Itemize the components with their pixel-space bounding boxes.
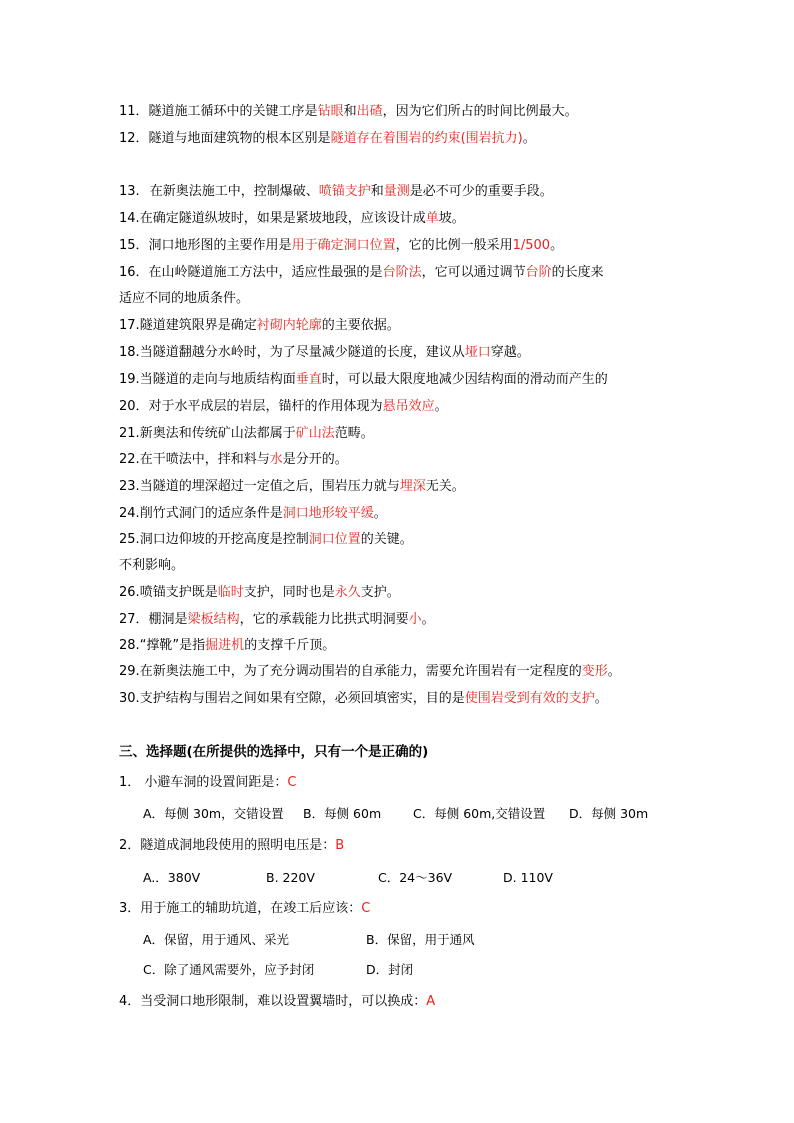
- answer: 掘进机: [205, 638, 245, 653]
- question-29: 29.在新奥法施工中，为了充分调动围岩的自承能力，需要允许围岩有一定程度的变形。: [119, 664, 621, 679]
- answer: C: [361, 901, 371, 916]
- choice-option-b: B．每侧 60m: [303, 806, 382, 821]
- answer: 矿山法: [295, 426, 335, 441]
- choice-option-c: C．每侧 60m,交错设置: [413, 806, 546, 821]
- choice-option-d: D．每侧 30m: [569, 806, 649, 821]
- question-28: 28.“撑靴”是指掘进机的支撑千斤顶。: [119, 638, 336, 653]
- question-30: 30.支护结构与围岩之间如果有空隙，必须回填密实，目的是使围岩受到有效的支护。: [119, 691, 608, 706]
- answer: 垭口: [464, 345, 491, 360]
- choice-option-a: A.．380V: [143, 870, 201, 885]
- choice-option-d: D．封闭: [366, 962, 414, 977]
- question-13: 13. 在新奥法施工中，控制爆破、喷锚支护和量测是必不可少的重要手段。: [119, 184, 553, 199]
- answer: 埋深: [399, 479, 426, 494]
- question-20: 20．对于水平成层的岩层，锚杆的作用体现为悬吊效应。: [119, 399, 448, 414]
- answer: 台阶: [525, 265, 552, 280]
- question-16: 16．在山岭隧道施工方法中，适应性最强的是台阶法，它可以通过调节台阶的长度来: [119, 265, 604, 280]
- question-26: 26.喷锚支护既是临时支护，同时也是永久支护。: [119, 585, 400, 600]
- question-11: 11．隧道施工循环中的关键工序是钻眼和出碴，因为它们所占的时间比例最大。: [119, 104, 578, 119]
- answer: 出碴: [356, 104, 383, 119]
- choice-question-3: 3．用于施工的辅助坑道，在竣工后应该：C: [119, 901, 371, 916]
- question-19: 19.当隧道的走向与地质结构面垂直时，可以最大限度地减少因结构面的滑动而产生的: [119, 372, 608, 387]
- answer: 用于确定洞口位置: [291, 238, 396, 253]
- answer: 衬砌内轮廓: [256, 318, 322, 333]
- question-17: 17.隧道建筑限界是确定衬砌内轮廓的主要依据。: [119, 318, 400, 333]
- answer: 水: [269, 452, 283, 467]
- question-14: 14.在确定隧道纵坡时，如果是紧坡地段，应该设计成单坡。: [119, 211, 465, 226]
- answer: 永久: [334, 585, 361, 600]
- answer: B: [335, 838, 345, 853]
- answer: A: [426, 994, 436, 1009]
- answer: 垂直: [295, 372, 322, 387]
- question-22: 22.在干喷法中，拌和料与水是分开的。: [119, 452, 348, 467]
- answer: 小: [408, 612, 422, 627]
- answer: 洞口地形较平缓: [282, 506, 374, 521]
- choice-option-b: B. 220V: [266, 870, 315, 885]
- answer: 量测: [383, 184, 410, 199]
- answer: 单: [425, 211, 439, 226]
- choice-option-d: D. 110V: [503, 870, 553, 885]
- choice-option-a: A．保留，用于通风、采光: [143, 932, 290, 947]
- question-27: 27．棚洞是梁板结构，它的承载能力比拱式明洞要小。: [119, 612, 435, 627]
- answer: 洞口位置: [308, 532, 361, 547]
- question-16-continuation: 适应不同的地质条件。: [119, 291, 250, 306]
- choice-option-b: B．保留，用于通风: [366, 932, 475, 947]
- answer: 1/500: [512, 238, 551, 253]
- question-21: 21.新奥法和传统矿山法都属于矿山法范畴。: [119, 426, 374, 441]
- choice-question-4: 4．当受洞口地形限制，难以设置翼墙时，可以换成：A: [119, 994, 436, 1009]
- question-19-continuation: 不利影响。: [119, 558, 185, 573]
- choice-option-c: C．除了通风需要外，应予封闭: [143, 962, 315, 977]
- question-18: 18.当隧道翻越分水岭时，为了尽量减少隧道的长度，建议从垭口穿越。: [119, 345, 530, 360]
- question-15: 15．洞口地形图的主要作用是用于确定洞口位置，它的比例一般采用1/500。: [119, 238, 564, 253]
- choice-option-a: A．每侧 30m，交错设置: [143, 806, 284, 821]
- question-24: 24.削竹式洞门的适应条件是洞口地形较平缓。: [119, 506, 387, 521]
- answer: C: [287, 775, 297, 790]
- answer: 悬吊效应: [382, 399, 435, 414]
- answer: 变形: [581, 664, 608, 679]
- section-heading: 三、选择题(在所提供的选择中，只有一个是正确的): [119, 744, 429, 760]
- question-23: 23.当隧道的埋深超过一定值之后，围岩压力就与埋深无关。: [119, 479, 465, 494]
- answer: 临时: [217, 585, 244, 600]
- answer: 隧道存在着围岩的约束(围岩抗力): [330, 131, 523, 146]
- answer: 梁板结构: [187, 612, 240, 627]
- question-25: 25.洞口边仰坡的开挖高度是控制洞口位置的关键。: [119, 532, 413, 547]
- answer: 使围岩受到有效的支护: [464, 691, 595, 706]
- question-12: 12．隧道与地面建筑物的根本区别是隧道存在着围岩的约束(围岩抗力)。: [119, 131, 536, 146]
- choice-question-1: 1． 小避车洞的设置间距是：C: [119, 775, 297, 790]
- answer: 台阶法: [382, 265, 422, 280]
- answer: 钻眼: [317, 104, 344, 119]
- choice-option-c: C．24～36V: [378, 870, 453, 885]
- answer: 喷锚支护: [318, 184, 371, 199]
- choice-question-2: 2．隧道成洞地段使用的照明电压是：B: [119, 838, 345, 853]
